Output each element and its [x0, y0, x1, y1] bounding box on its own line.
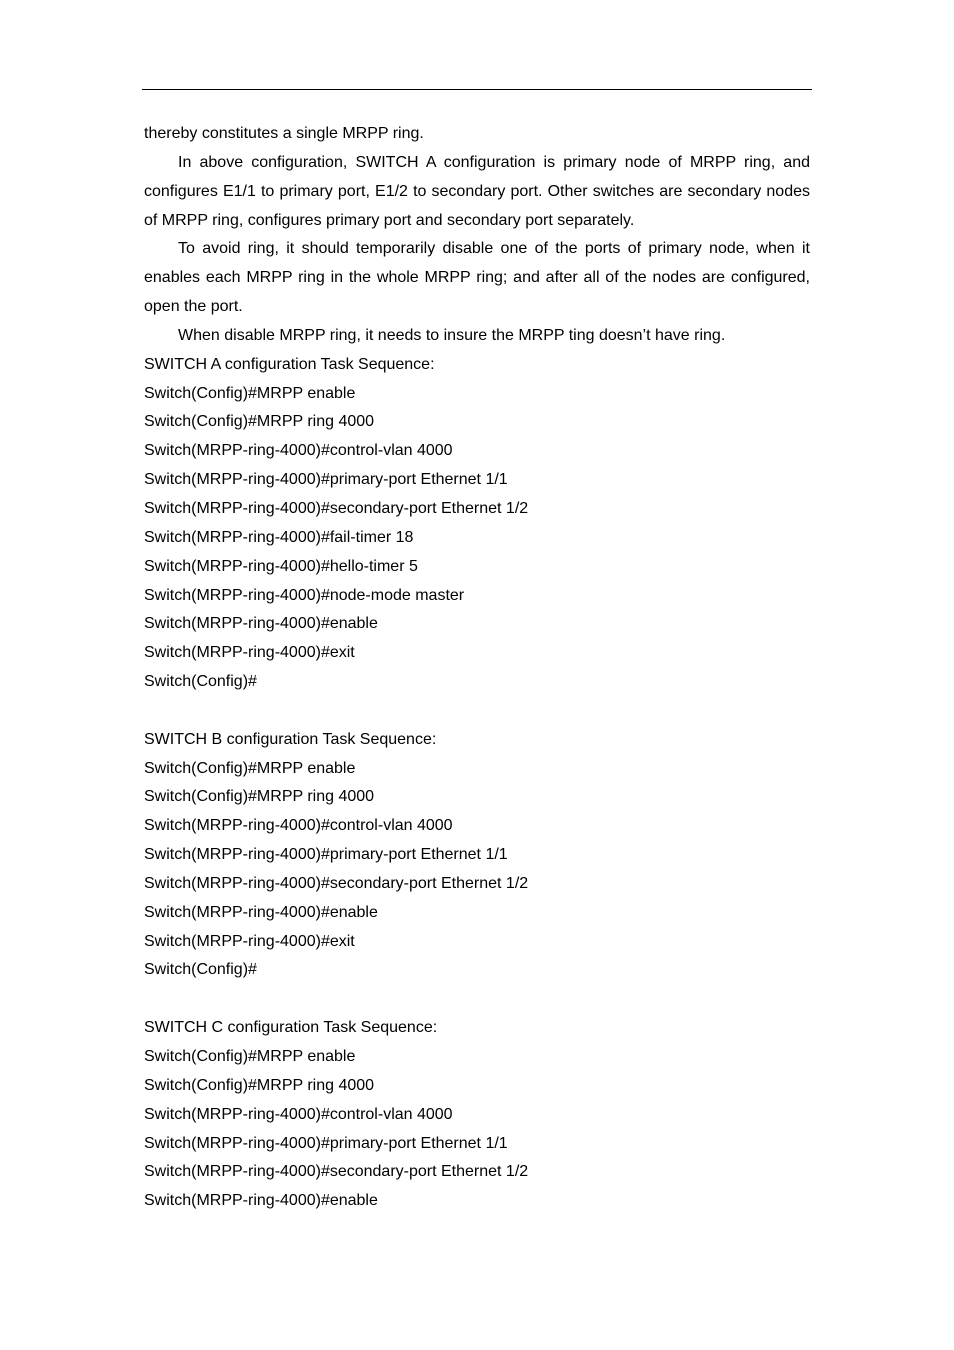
command-line: Switch(Config)#MRPP enable — [144, 384, 356, 402]
paragraph-configuration: In above configuration, SWITCH A configuration is primary node of MRPP ring, and configures E1/1 to primary port, E1/2 to secondary port. Other switches are secondary nodes of MRPP ring, configures primary port and secondary port separately. — [144, 153, 810, 229]
command-line: Switch(MRPP-ring-4000)#hello-timer 5 — [144, 557, 418, 575]
command-line: Switch(MRPP-ring-4000)#primary-port Ethernet 1/1 — [144, 471, 508, 489]
command-line: Switch(Config)#MRPP ring 4000 — [144, 1076, 375, 1094]
paragraph-disable: When disable MRPP ring, it needs to insure the MRPP ting doesn’t have ring. — [178, 326, 726, 344]
command-line: Switch(MRPP-ring-4000)#control-vlan 4000 — [144, 817, 453, 835]
document-body — [144, 120, 810, 1216]
command-line: Switch(MRPP-ring-4000)#exit — [144, 932, 355, 950]
command-line: Switch(MRPP-ring-4000)#enable — [144, 903, 378, 921]
command-line: Switch(MRPP-ring-4000)#secondary-port Ethernet 1/2 — [144, 874, 529, 892]
command-line: Switch(MRPP-ring-4000)#primary-port Ethernet 1/1 — [144, 1134, 508, 1152]
switch-b-heading: SWITCH B configuration Task Sequence: — [144, 730, 437, 748]
command-line: Switch(MRPP-ring-4000)#enable — [144, 1192, 378, 1210]
command-line: Switch(Config)#MRPP enable — [144, 759, 356, 777]
command-line: Switch(Config)# — [144, 673, 257, 691]
command-line: Switch(Config)#MRPP ring 4000 — [144, 788, 375, 806]
command-line: Switch(MRPP-ring-4000)#enable — [144, 615, 378, 633]
command-line: Switch(MRPP-ring-4000)#secondary-port Ethernet 1/2 — [144, 499, 529, 517]
paragraph-intro: thereby constitutes a single MRPP ring. — [144, 125, 424, 142]
switch-a-section — [144, 351, 810, 697]
command-line: Switch(MRPP-ring-4000)#control-vlan 4000 — [144, 1105, 453, 1123]
blank-line — [144, 985, 810, 1014]
command-line: Switch(MRPP-ring-4000)#fail-timer 18 — [144, 528, 414, 546]
command-line: Switch(MRPP-ring-4000)#secondary-port Ethernet 1/2 — [144, 1163, 529, 1181]
command-line: Switch(Config)# — [144, 961, 257, 979]
command-line: Switch(Config)#MRPP ring 4000 — [144, 413, 375, 431]
switch-b-section — [144, 726, 810, 986]
command-line: Switch(Config)#MRPP enable — [144, 1048, 356, 1065]
command-line: Switch(MRPP-ring-4000)#exit — [144, 644, 355, 662]
switch-c-section — [144, 1014, 810, 1216]
command-line: Switch(MRPP-ring-4000)#node-mode master — [144, 586, 465, 604]
paragraph-avoid-ring: To avoid ring, it should temporarily disable one of the ports of primary node, when it enables each MRPP ring in the whole MRPP ring; and after all of the nodes are configured, open the port. — [144, 240, 810, 316]
switch-a-heading: SWITCH A configuration Task Sequence: — [144, 355, 435, 373]
command-line: Switch(MRPP-ring-4000)#control-vlan 4000 — [144, 442, 453, 460]
command-line: Switch(MRPP-ring-4000)#primary-port Ethernet 1/1 — [144, 846, 508, 864]
blank-line — [144, 697, 810, 726]
header-rule — [142, 89, 812, 90]
switch-c-heading: SWITCH C configuration Task Sequence: — [144, 1019, 438, 1037]
